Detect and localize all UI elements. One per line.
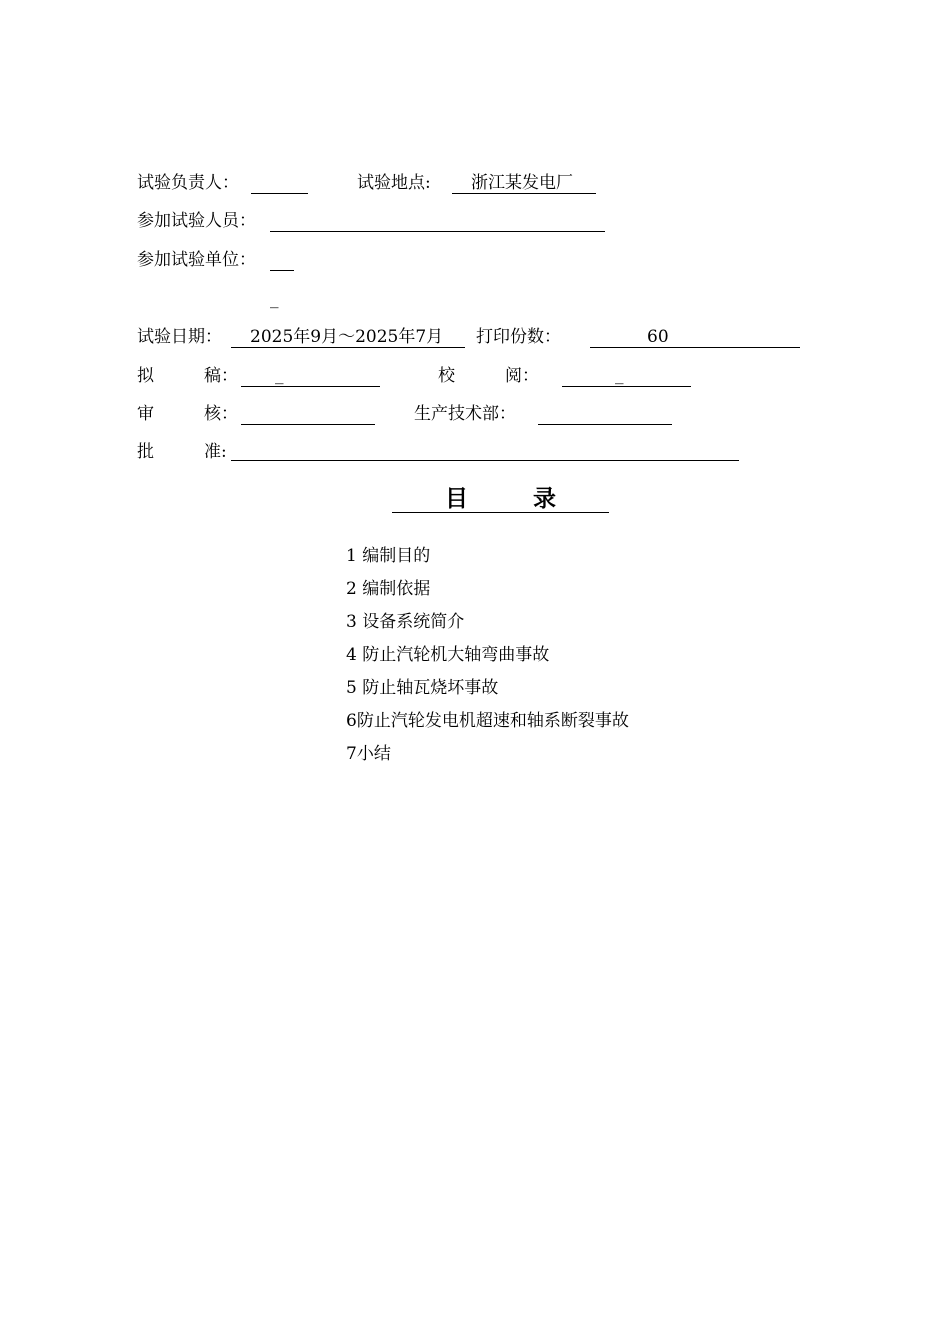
draft-tick: _ <box>275 365 284 385</box>
toc-item-bearing-burn[interactable]: 5 防止轴瓦烧坏事故 <box>346 678 499 698</box>
toc-item-basis[interactable]: 2 编制依据 <box>346 579 431 599</box>
toc-item-purpose[interactable]: 1 编制目的 <box>346 546 431 566</box>
date-value: 2025年9月～2025年7月 <box>250 327 444 347</box>
approve-field[interactable] <box>231 438 739 461</box>
tech-dept-field[interactable] <box>538 402 672 425</box>
draft-field[interactable] <box>241 364 380 387</box>
approve-label-char-1: 批 <box>137 442 154 462</box>
draft-label-char-1: 拟 <box>137 366 154 386</box>
participants-field[interactable] <box>270 209 605 232</box>
toc-item-system-intro[interactable]: 3 设备系统简介 <box>346 612 465 632</box>
review-tick: _ <box>615 365 624 385</box>
date-field[interactable] <box>231 325 465 348</box>
toc-item-overspeed[interactable]: 6防止汽轮发电机超速和轴系断裂事故 <box>346 711 629 731</box>
toc-item-shaft-bending[interactable]: 4 防止汽轮机大轴弯曲事故 <box>346 645 550 665</box>
location-field[interactable] <box>452 171 596 194</box>
units-label: 参加试验单位： <box>137 250 256 270</box>
review-field[interactable] <box>562 364 691 387</box>
location-value: 浙江某发电厂 <box>471 173 573 193</box>
approve-label-char-2: 准: <box>204 442 227 462</box>
toc-title-char-2: 录 <box>533 485 556 512</box>
date-label: 试验日期： <box>137 327 222 347</box>
leader-label: 试验负责人： <box>137 173 239 193</box>
copies-field[interactable] <box>590 325 800 348</box>
units-dash: _ <box>270 289 279 309</box>
copies-label: 打印份数： <box>476 327 561 347</box>
toc-item-summary[interactable]: 7小结 <box>346 744 391 764</box>
review-label-char-2: 阅： <box>505 366 539 386</box>
tech-dept-label: 生产技术部： <box>414 404 516 424</box>
location-label: 试验地点: <box>357 173 431 193</box>
copies-value: 60 <box>647 327 669 347</box>
audit-label-char-1: 审 <box>137 404 154 424</box>
draft-label-char-2: 稿： <box>204 366 238 386</box>
participants-label: 参加试验人员： <box>137 211 256 231</box>
audit-label-char-2: 核： <box>204 404 238 424</box>
toc-title <box>392 486 609 513</box>
leader-field[interactable] <box>251 171 308 194</box>
units-field[interactable] <box>270 248 294 271</box>
review-label-char-1: 校 <box>438 366 455 386</box>
toc-title-char-1: 目 <box>445 485 468 512</box>
audit-field[interactable] <box>241 402 375 425</box>
